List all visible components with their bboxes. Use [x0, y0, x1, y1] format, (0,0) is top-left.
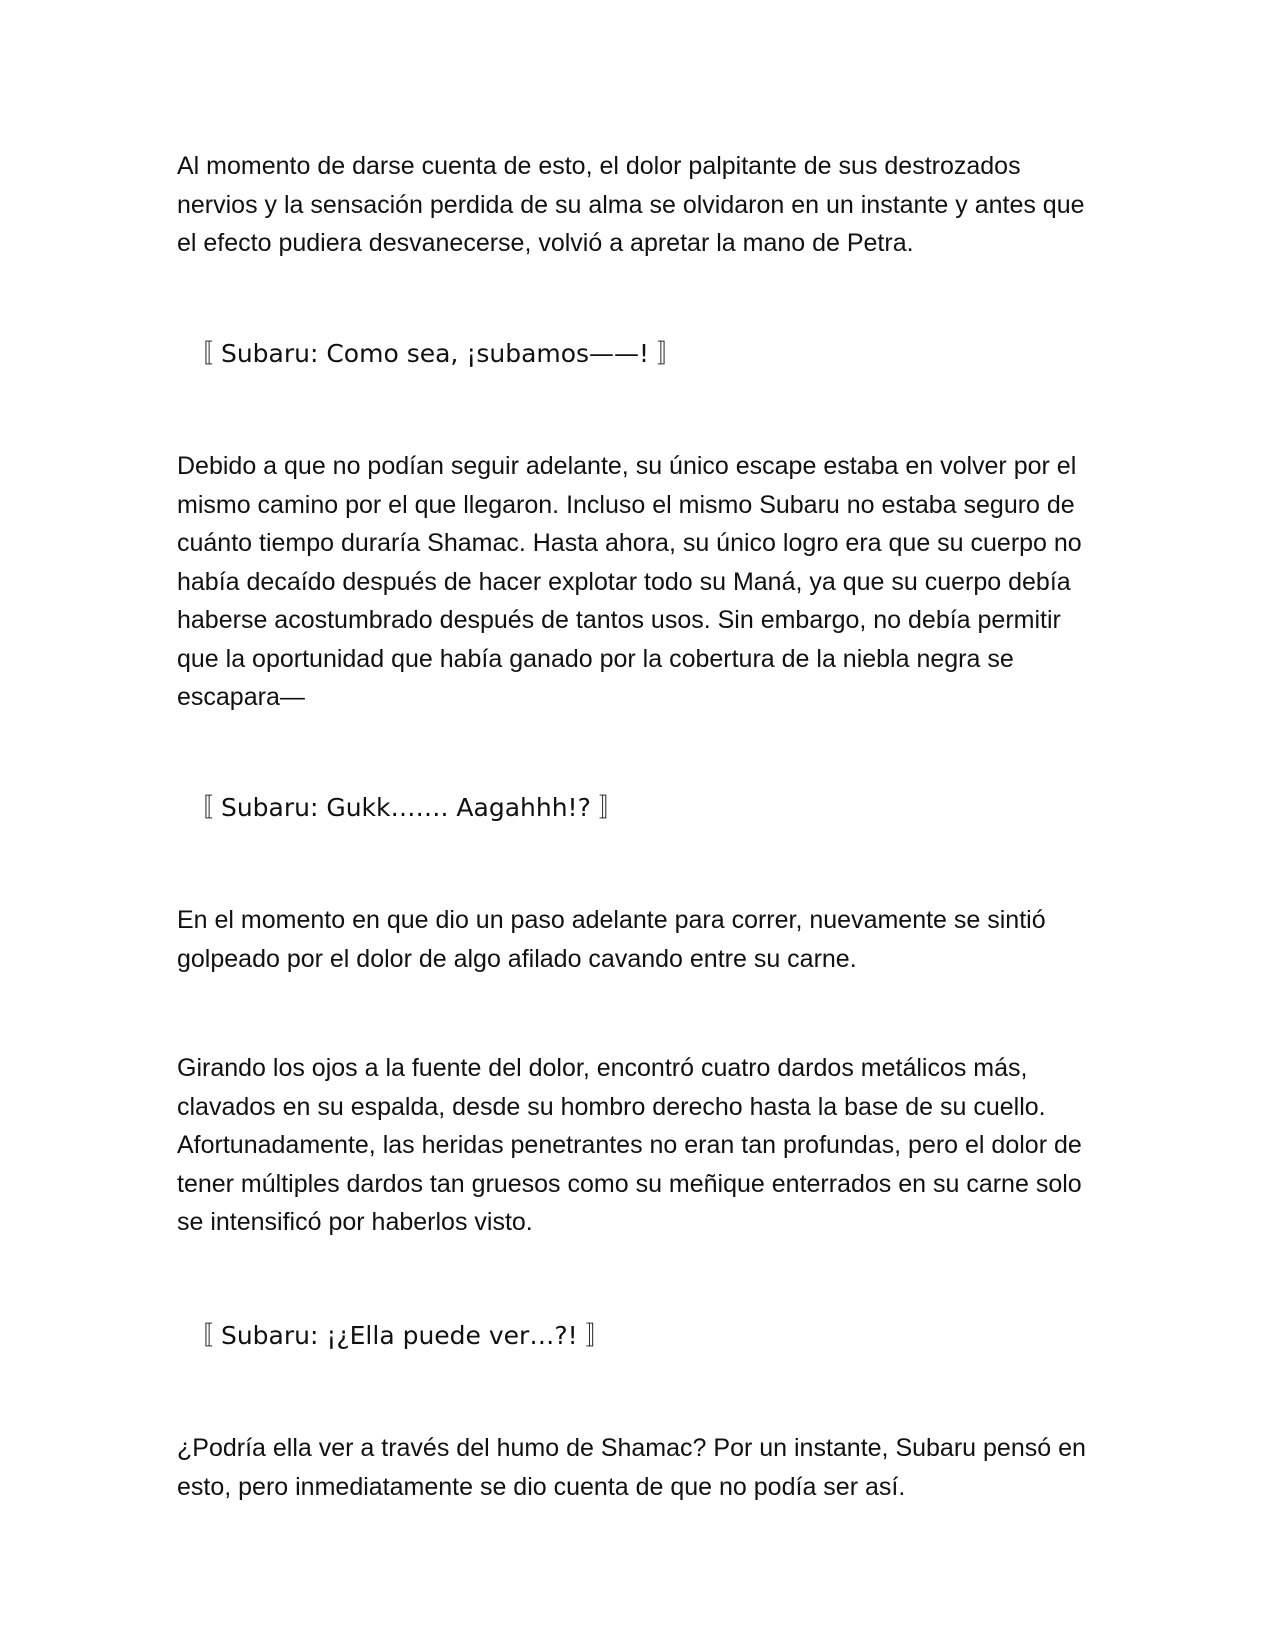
paragraph-2: Debido a que no podían seguir adelante, su único escape estaba en volver por el mismo camino por el que llegaron. Incluso el mismo Subaru no estaba seguro de cuánto tiempo duraría Shamac. Hasta ahora, su único logro era que su cuerpo no había decaído después de hacer explotar todo su Maná, ya que su cuerpo debía haberse acostumbrado después de tantos usos. Sin embargo, no debía permitir que la oportunidad que había ganado por la cobertura de la niebla negra se escapara— — [177, 452, 1082, 711]
dialogue-3: 〚 Subaru: ¡¿Ella puede ver…?! 〛 — [188, 1321, 611, 1350]
paragraph-5: ¿Podría ella ver a través del humo de Shamac? Por un instante, Subaru pensó en esto, pero inmediatamente se dio cuenta de que no podía ser así. — [177, 1434, 1086, 1501]
paragraph-1: Al momento de darse cuenta de esto, el dolor palpitante de sus destrozados nervios y la sensación perdida de su alma se olvidaron en un instante y antes que el efecto pudiera desvanecerse, volvió a apretar la mano de Petra. — [177, 152, 1085, 257]
paragraph-4: Girando los ojos a la fuente del dolor, encontró cuatro dardos metálicos más, clavados en su espalda, desde su hombro derecho hasta la base de su cuello. Afortunadamente, las heridas penetrantes no eran tan profundas, pero el dolor de tener múltiples dardos tan gruesos como su meñique enterrados en su carne solo se intensificó por haberlos visto. — [177, 1054, 1082, 1236]
dialogue-1: 〚 Subaru: Como sea, ¡subamos——! 〛 — [188, 339, 683, 368]
paragraph-3: En el momento en que dio un paso adelante para correr, nuevamente se sintió golpeado por el dolor de algo afilado cavando entre su carne. — [177, 906, 1046, 973]
dialogue-2: 〚 Subaru: Gukk……. Aagahhh!? 〛 — [188, 793, 624, 822]
